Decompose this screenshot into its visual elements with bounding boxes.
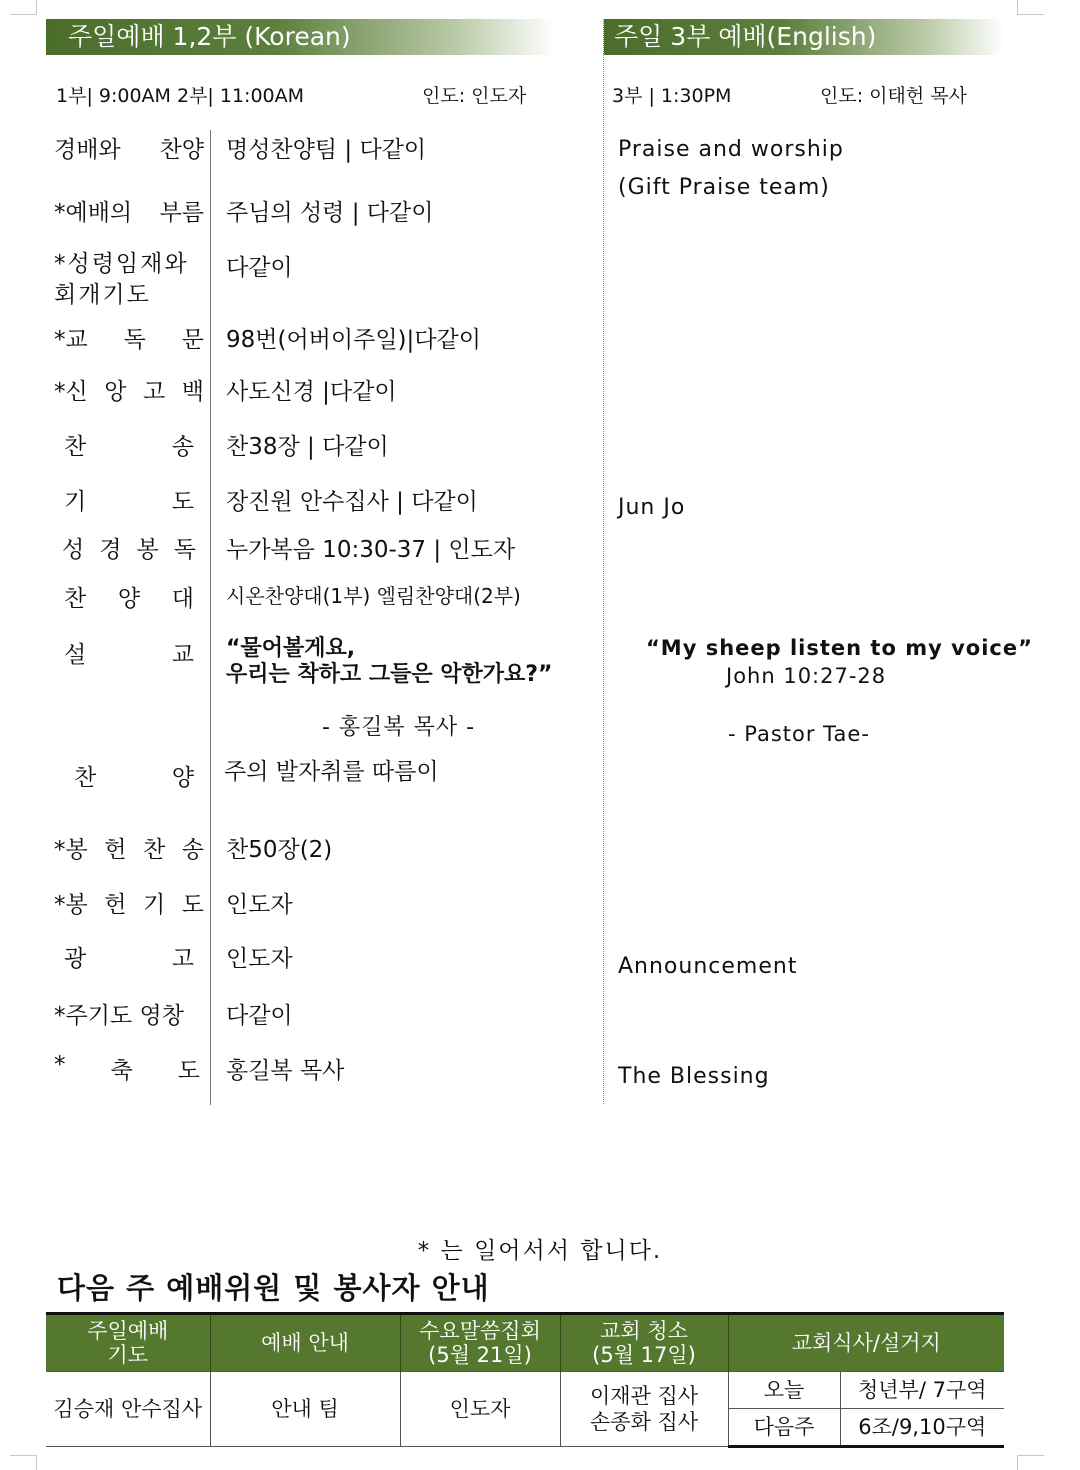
english-service-header: 주일 3부 예배(English): [604, 19, 1004, 55]
order-value: 명성찬양팀 | 다같이: [226, 137, 427, 163]
order-value: 사도신경 |다같이: [226, 379, 397, 405]
order-value: 찬38장 | 다같이: [226, 434, 389, 460]
cell-meal-today-value: 청년부/ 7구역: [840, 1372, 1004, 1409]
sermon-title-line: “물어볼게요,: [226, 636, 356, 661]
header-meal: 교회식사/설거지: [728, 1314, 1004, 1372]
volunteers-table: [46, 1312, 1004, 1448]
english-prayer: Jun Jo: [618, 495, 686, 520]
column-divider: [603, 19, 604, 1104]
order-label: *성령임재와 회개기도: [54, 251, 189, 308]
order-label: 성 경 봉 독: [62, 537, 196, 563]
order-label: 찬 양 대: [64, 586, 194, 612]
cell-meal-today-label: 오늘: [728, 1372, 840, 1409]
sermon-title: [226, 636, 552, 688]
order-value: 장진원 안수집사 | 다같이: [226, 489, 478, 515]
header-usher: 예배 안내: [210, 1314, 400, 1372]
order-label: *주기도 영창: [54, 1003, 184, 1029]
english-service-leader: 인도: 이태헌 목사: [820, 85, 967, 107]
cell-meal-next-label: 다음주: [728, 1409, 840, 1447]
order-label: * 축 도: [54, 1052, 200, 1084]
table-row: [46, 1372, 1004, 1409]
english-praise: [618, 131, 844, 207]
sermon-title-line: 우리는 착하고 그들은 악한가요?”: [226, 662, 553, 687]
order-label: 찬 송: [64, 434, 194, 460]
corner-mark: [10, 1455, 37, 1470]
order-label: *봉 헌 찬 송: [54, 837, 204, 863]
label-divider: [210, 130, 211, 1105]
order-label: 찬 양: [74, 765, 194, 791]
order-value: 시온찬양대(1부) 엘림찬양대(2부): [226, 584, 521, 608]
order-value: 인도자: [226, 946, 293, 972]
order-label: *예배의 부름: [54, 200, 204, 226]
order-label: 기 도: [64, 489, 194, 515]
english-service-time: 3부 | 1:30PM: [612, 85, 732, 107]
cell-usher: 안내 팀: [210, 1372, 400, 1447]
order-value: 주님의 성령 | 다같이: [226, 200, 434, 226]
corner-mark: [1017, 0, 1044, 15]
order-label: 설 교: [64, 642, 194, 668]
korean-service-leader: 인도: 인도자: [422, 85, 527, 107]
corner-mark: [1017, 1455, 1044, 1470]
order-value: 홍길복 목사: [226, 1058, 345, 1084]
english-sermon-preacher: - Pastor Tae-: [728, 722, 870, 746]
english-announcement: Announcement: [618, 954, 798, 979]
cell-wednesday: 인도자: [400, 1372, 560, 1447]
order-value: 다같이: [226, 255, 293, 281]
header-prayer: 주일예배 기도: [46, 1314, 210, 1372]
order-value: 98번(어버이주일)|다같이: [226, 327, 481, 353]
order-label: *신 앙 고 백: [54, 379, 204, 405]
table-header-row: [46, 1314, 1004, 1372]
volunteers-title: 다음 주 예배위원 및 봉사자 안내: [57, 1271, 490, 1305]
order-value: 누가복음 10:30-37 | 인도자: [226, 537, 516, 563]
english-sermon-scripture: John 10:27-28: [726, 664, 887, 688]
order-label: *봉 헌 기 도: [54, 892, 204, 918]
cell-prayer: 김승재 안수집사: [46, 1372, 210, 1447]
corner-mark: [10, 0, 37, 15]
order-value: 주의 발자취를 따름이: [224, 759, 439, 785]
header-cleaning: 교회 청소 (5월 17일): [560, 1314, 728, 1372]
cell-cleaning: 이재관 집사 손종화 집사: [560, 1372, 728, 1447]
order-value: 다같이: [226, 1003, 293, 1029]
english-praise-line: Praise and worship: [618, 137, 844, 162]
korean-service-header: 주일예배 1,2부 (Korean): [46, 19, 556, 55]
order-label: 광 고: [64, 946, 194, 972]
order-label: 경배와 찬양: [54, 137, 204, 163]
order-value: 찬50장(2): [226, 837, 333, 863]
english-praise-line: (Gift Praise team): [618, 175, 830, 200]
cell-meal-next-value: 6조/9,10구역: [840, 1409, 1004, 1447]
english-sermon-title: “My sheep listen to my voice”: [646, 636, 1033, 660]
order-value: 인도자: [226, 892, 293, 918]
order-label: *교 독 문: [54, 327, 204, 353]
header-wednesday: 수요말씀집회 (5월 21일): [400, 1314, 560, 1372]
english-blessing: The Blessing: [618, 1064, 770, 1089]
korean-service-times: 1부| 9:00AM 2부| 11:00AM: [56, 85, 305, 107]
standing-note: * 는 일어서서 합니다.: [417, 1238, 663, 1264]
sermon-preacher: - 홍길복 목사 -: [322, 715, 476, 740]
